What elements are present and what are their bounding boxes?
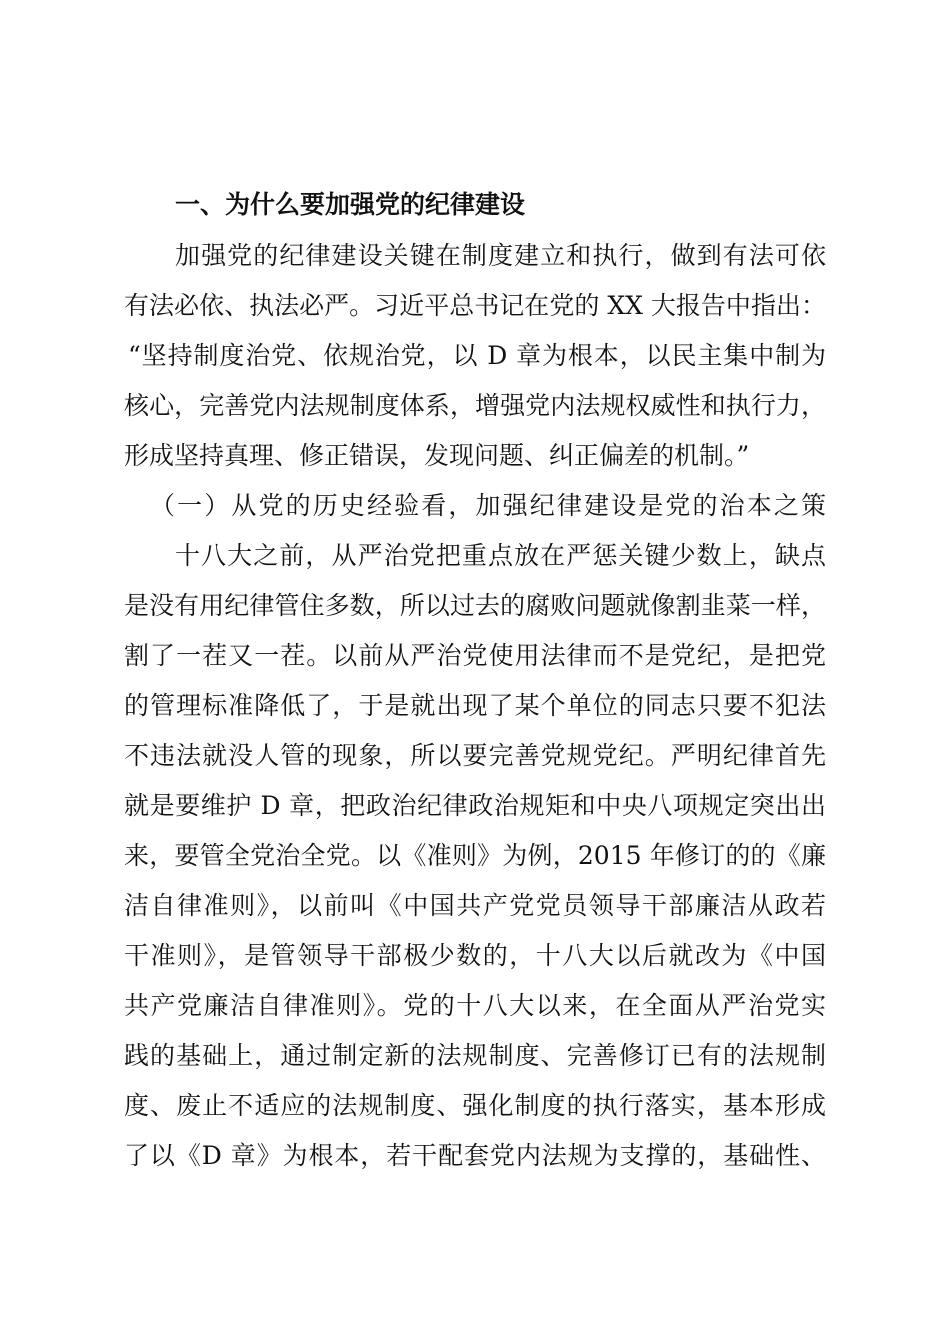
paragraph-line: 的管理标准降低了，于是就出现了某个单位的同志只要不犯法 [124, 691, 826, 720]
paragraph-line: 形成坚持真理、修正错误，发现问题、纠正偏差的机制。” [124, 441, 750, 470]
paragraph-line: 践的基础上，通过制定新的法规制度、完善修订已有的法规制 [124, 1041, 826, 1070]
subsection-heading: （一）从党的历史经验看，加强纪律建设是党的治本之策 [150, 491, 826, 520]
paragraph-line: 洁自律准则》，以前叫《中国共产党党员领导干部廉洁从政若 [124, 891, 826, 920]
paragraph-line: 了以《D 章》为根本，若干配套党内法规为支撑的，基础性、 [124, 1141, 826, 1170]
paragraph-line: 度、废止不适应的法规制度、强化制度的执行落实，基本形成 [124, 1091, 826, 1120]
paragraph-line: 有法必依、执法必严。习近平总书记在党的 XX 大报告中指出： [124, 291, 826, 320]
paragraph-line: 干准则》，是管领导干部极少数的，十八大以后就改为《中国 [124, 941, 826, 970]
paragraph-line: 加强党的纪律建设关键在制度建立和执行，做到有法可依 [175, 241, 826, 270]
paragraph-line: 共产党廉洁自律准则》。党的十八大以来，在全面从严治党实 [124, 991, 826, 1020]
paragraph-line: 十八大之前，从严治党把重点放在严惩关键少数上，缺点 [175, 541, 826, 570]
paragraph-line: 不违法就没人管的现象，所以要完善党规党纪。严明纪律首先 [124, 741, 826, 770]
paragraph-line: 来，要管全党治全党。以《准则》为例，2015 年修订的的《廉 [124, 841, 826, 870]
paragraph-line: 核心，完善党内法规制度体系，增强党内法规权威性和执行力， [124, 391, 826, 420]
paragraph-line: 割了一茬又一茬。以前从严治党使用法律而不是党纪，是把党 [124, 641, 826, 670]
paragraph-line: “坚持制度治党、依规治党，以 D 章为根本，以民主集中制为 [128, 341, 826, 370]
section-heading: 一、为什么要加强党的纪律建设 [175, 190, 526, 219]
paragraph-line: 就是要维护 D 章，把政治纪律政治规矩和中央八项规定突出出 [124, 791, 826, 820]
paragraph-line: 是没有用纪律管住多数，所以过去的腐败问题就像割韭菜一样， [124, 591, 826, 620]
